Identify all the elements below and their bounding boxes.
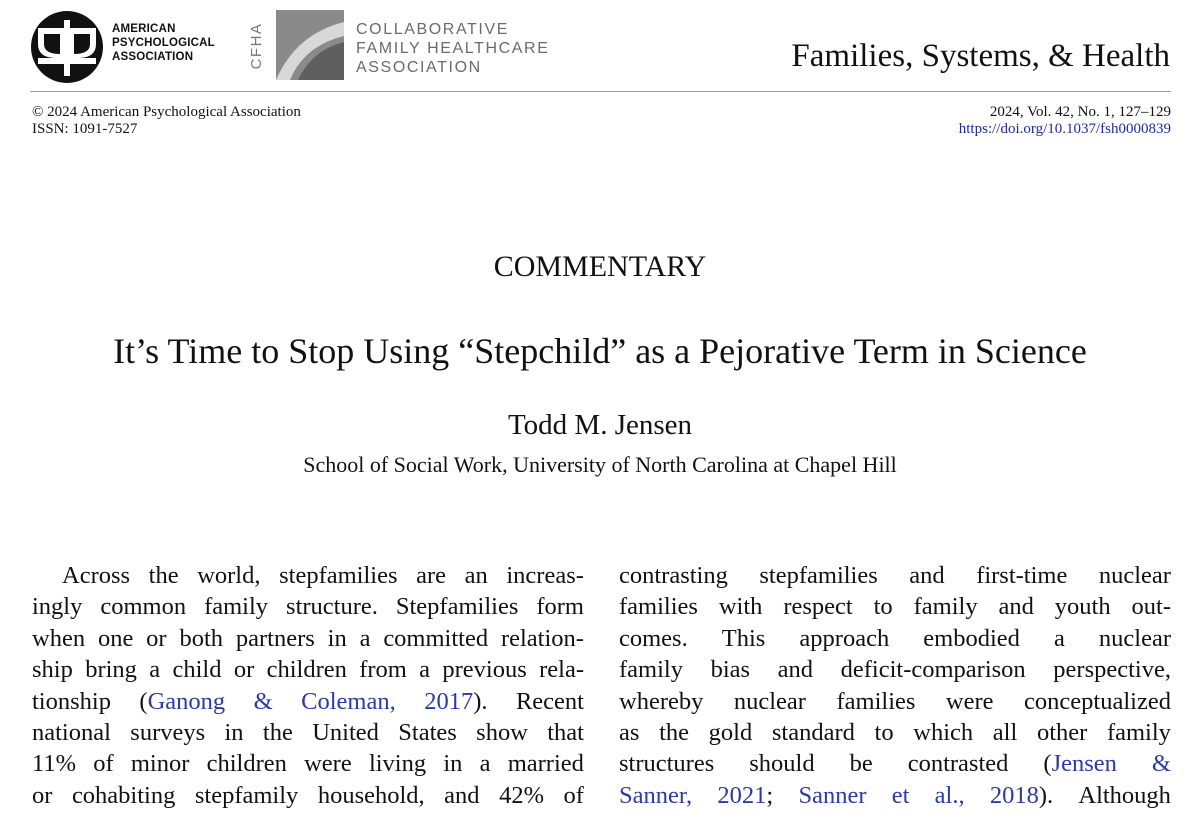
word: of: [563, 781, 584, 809]
word: were: [945, 687, 994, 715]
word: one: [97, 624, 134, 652]
article-title: It’s Time to Stop Using “Stepchild” as a Pejorative Term in Science: [113, 331, 1087, 371]
word: stepfamilies: [279, 562, 398, 589]
word: conceptualized: [1024, 687, 1171, 715]
word: whereby: [619, 687, 704, 715]
author-name: Todd M. Jensen: [507, 409, 693, 441]
citation-text[interactable]: 2017: [424, 687, 474, 715]
word: to: [873, 593, 893, 621]
word: as: [619, 718, 640, 746]
word: family: [204, 593, 269, 621]
citation-link[interactable]: [935, 780, 965, 811]
word: United: [312, 718, 379, 746]
text-line: [619, 623, 1171, 654]
citation-link[interactable]: [1152, 748, 1171, 779]
word: and: [777, 656, 814, 684]
word: youth: [1054, 593, 1111, 621]
text-line: [619, 780, 1171, 811]
text-line: [32, 748, 584, 779]
word: and: [909, 562, 945, 589]
citation-link[interactable]: [798, 780, 866, 811]
citation-link[interactable]: 2021;: [717, 780, 773, 811]
citation-link[interactable]: [619, 780, 692, 811]
publication-meta-right: [959, 104, 1171, 138]
word: and: [444, 781, 480, 809]
word: bring: [85, 656, 137, 684]
word: Recent: [515, 687, 584, 715]
body-column-right: [619, 560, 1171, 811]
text-line: [619, 560, 1171, 591]
citation-text[interactable]: al.,: [934, 781, 965, 809]
word: form: [536, 593, 584, 621]
word: living: [368, 750, 427, 778]
word: and: [998, 593, 1034, 621]
word: Although: [1078, 781, 1171, 809]
word: bias: [710, 656, 751, 684]
citation-text[interactable]: Jensen: [1051, 750, 1117, 778]
publication-meta-left: [32, 104, 301, 138]
body-column-left: [32, 560, 584, 811]
doi-link[interactable]: https://doi.org/10.1037/fsh0000839: [958, 121, 1171, 137]
cfha-logo-icon: [246, 6, 346, 84]
word: surveys: [130, 718, 206, 746]
word: when: [32, 624, 86, 652]
citation-text[interactable]: &: [253, 687, 273, 715]
word: gold: [708, 718, 753, 746]
apa-wordmark-line: ASSOCIATION: [112, 51, 194, 63]
apa-psi-logo-icon: [30, 10, 104, 84]
word: embodied: [923, 624, 1020, 652]
word: contrasting: [619, 562, 728, 589]
word: increas-: [506, 562, 584, 589]
word: a: [359, 624, 371, 652]
word: the: [148, 562, 179, 589]
word: family: [913, 593, 978, 621]
word: nuclear: [1098, 624, 1171, 652]
word: a: [149, 656, 161, 684]
text-line: [32, 654, 584, 685]
text-line: [619, 591, 1171, 622]
text-line: [32, 623, 584, 654]
word: to: [874, 718, 894, 746]
word: respect: [783, 593, 853, 621]
word: family: [619, 656, 683, 684]
text-line: [32, 591, 584, 622]
word: or: [146, 624, 167, 652]
word: both: [179, 624, 224, 652]
word: be: [849, 750, 873, 778]
word: from: [359, 656, 407, 684]
citation-link[interactable]: [301, 686, 396, 717]
citation-text[interactable]: Ganong: [147, 687, 226, 715]
word: contrasted: [907, 750, 1009, 778]
text-line: [32, 686, 584, 717]
word: show: [476, 718, 528, 746]
citation-link[interactable]: (Ganong: [139, 686, 225, 717]
word: which: [913, 718, 974, 746]
word: nuclear: [1098, 562, 1171, 589]
word: families: [619, 593, 698, 621]
word: families: [836, 687, 916, 715]
word: nuclear: [733, 687, 806, 715]
word: all: [992, 718, 1018, 746]
apa-wordmark-line: AMERICAN: [112, 23, 176, 35]
cfha-wordmark-line: FAMILY HEALTHCARE: [356, 40, 550, 57]
word: structures: [619, 750, 715, 778]
word: perspective,: [1053, 656, 1171, 684]
text-line: [619, 717, 1171, 748]
word: structure.: [286, 593, 378, 621]
header-divider: [30, 91, 1171, 92]
word: in: [443, 750, 463, 778]
citation-text[interactable]: 2021: [717, 781, 767, 809]
citation-link[interactable]: 2017).: [424, 686, 487, 717]
word: ship: [32, 656, 73, 684]
word: Stepfamilies: [395, 593, 519, 621]
citation-text[interactable]: Coleman,: [301, 687, 396, 715]
copyright-notice: © 2024 American Psychological Association: [32, 104, 301, 120]
word: of: [93, 750, 114, 778]
text-line: [32, 780, 584, 811]
word: first-time: [976, 562, 1068, 589]
citation-text[interactable]: &: [1151, 750, 1171, 778]
word: with: [718, 593, 763, 621]
word: Across: [62, 562, 131, 589]
word: an: [464, 562, 488, 589]
word: rela-: [539, 656, 584, 684]
apa-wordmark: [112, 22, 215, 64]
word: the: [659, 718, 690, 746]
word: household,: [317, 781, 425, 809]
word: child: [172, 656, 222, 684]
citation-text[interactable]: 2018: [989, 781, 1039, 809]
word: world,: [197, 562, 261, 589]
word: committed: [383, 624, 489, 652]
word: comes.: [619, 624, 688, 652]
word: out-: [1131, 593, 1171, 621]
word: were: [304, 750, 352, 778]
word: in: [327, 624, 347, 652]
word: cohabiting: [71, 781, 176, 809]
word: This: [721, 624, 766, 652]
word: should: [749, 750, 815, 778]
word: stepfamily: [194, 781, 299, 809]
word: family: [1106, 718, 1171, 746]
word: minor: [130, 750, 190, 778]
author-affiliation: School of Social Work, University of North Carolina at Chapel Hill: [303, 452, 897, 477]
citation-text[interactable]: et: [891, 781, 910, 809]
word: tionship: [32, 687, 111, 715]
cfha-wordmark-line: COLLABORATIVE: [356, 21, 509, 38]
journal-title: Families, Systems, & Health: [791, 38, 1170, 74]
volume-citation: 2024, Vol. 42, No. 1, 127–129: [989, 104, 1171, 120]
text-line: [32, 560, 584, 591]
word: ingly: [32, 593, 83, 621]
citation-text[interactable]: Sanner,: [619, 781, 693, 809]
apa-wordmark-line: PSYCHOLOGICAL: [112, 37, 215, 49]
word: States: [398, 718, 457, 746]
citation-link[interactable]: [254, 686, 273, 717]
word: a: [1053, 624, 1065, 652]
word: deficit-comparison: [840, 656, 1026, 684]
word: children: [206, 750, 287, 778]
word: that: [547, 718, 584, 746]
word: other: [1036, 718, 1088, 746]
citation-link[interactable]: [892, 780, 910, 811]
word: standard: [771, 718, 855, 746]
cfha-mark-text: CFHA: [248, 22, 265, 70]
cfha-wordmark: [356, 20, 549, 77]
word: are: [416, 562, 447, 589]
text-line: [619, 748, 1171, 779]
word: or: [32, 781, 53, 809]
word: the: [262, 718, 293, 746]
word: a: [479, 750, 491, 778]
word: or: [233, 656, 255, 684]
cfha-wordmark-line: ASSOCIATION: [356, 59, 482, 76]
citation-link[interactable]: 2018).: [990, 780, 1053, 811]
citation-text[interactable]: Sanner: [798, 781, 867, 809]
word: in: [224, 718, 244, 746]
word: married: [507, 750, 584, 778]
text-line: [619, 654, 1171, 685]
word: partners: [235, 624, 315, 652]
word: common: [100, 593, 187, 621]
text-line: [32, 717, 584, 748]
section-label: COMMENTARY: [493, 250, 707, 283]
word: previous: [442, 656, 527, 684]
word: approach: [799, 624, 890, 652]
word: stepfamilies: [759, 562, 878, 589]
word: 11%: [32, 750, 76, 778]
word: a: [419, 656, 431, 684]
word: national: [32, 718, 111, 746]
word: children: [266, 656, 347, 684]
citation-link[interactable]: (Jensen: [1043, 748, 1117, 779]
word: 42%: [499, 781, 544, 809]
issn: ISSN: 1091-7527: [32, 121, 138, 137]
text-line: [619, 686, 1171, 717]
word: relation-: [500, 624, 584, 652]
